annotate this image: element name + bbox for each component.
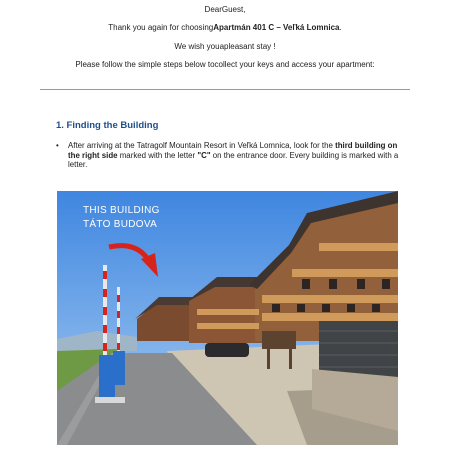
- sign-post: [267, 349, 270, 369]
- barrier-box: [99, 355, 115, 399]
- section-heading: 1. Finding the Building: [56, 120, 159, 131]
- greeting-text: DearGuest,: [204, 5, 246, 14]
- fence: [319, 321, 398, 377]
- bullet-bold-location: third building on the right side: [68, 141, 398, 160]
- sign-post: [289, 349, 292, 369]
- bullet-bold-letter: "C": [197, 150, 211, 160]
- sign-board: [262, 331, 296, 349]
- barrier-base: [95, 397, 125, 403]
- thanks-line: [0, 23, 450, 33]
- apartment-name: Apartmán 401 C – Veľká Lomnica: [213, 23, 340, 32]
- parked-car: [205, 343, 249, 357]
- wish-text: We wish youapleasant stay !: [174, 42, 276, 51]
- bullet-text: [68, 141, 411, 170]
- steps-intro: Please follow the simple steps below tocollect your keys and access your apartment:: [75, 60, 375, 69]
- bullet-icon: •: [56, 141, 59, 150]
- section-divider: [40, 89, 410, 90]
- thanks-prefix: Thank you again for choosing: [108, 23, 214, 32]
- building-photo: [57, 191, 398, 445]
- thanks-suffix: .: [339, 23, 342, 32]
- bullet-text-part: marked with the letter: [117, 150, 198, 160]
- photo-caption-slovak: TÁTO BUDOVA: [83, 219, 158, 230]
- photo-caption-english: THIS BUILDING: [83, 205, 160, 216]
- bullet-text-part: After arriving at the Tatragolf Mountain Resort in Veľká Lomnica, look for the: [68, 141, 336, 150]
- barrier-box: [113, 351, 125, 385]
- barrier-pole: [103, 265, 107, 369]
- bullet-text-part: on the entrance door. Every building is marked with a letter.: [68, 150, 399, 170]
